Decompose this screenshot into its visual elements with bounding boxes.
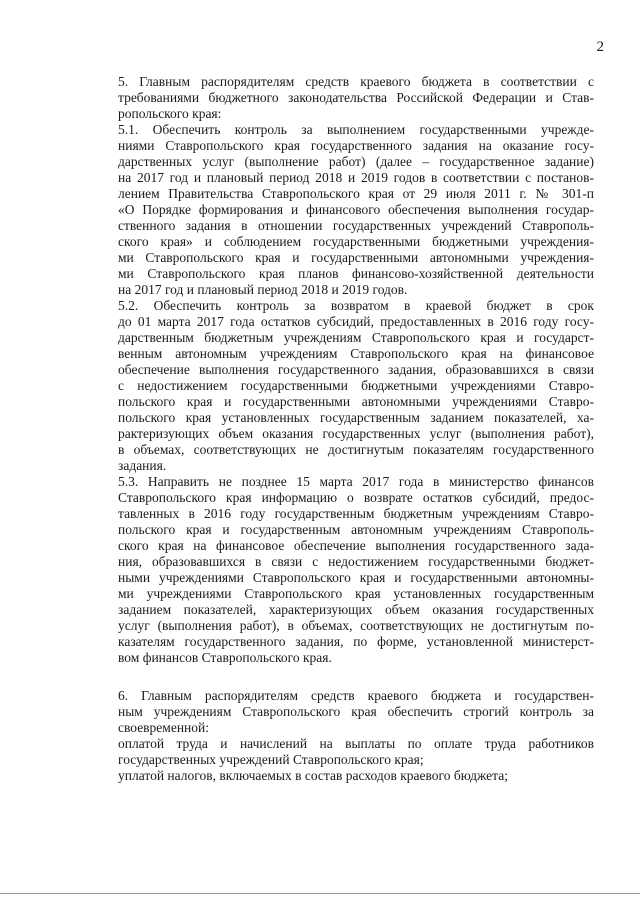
text-line: польского края установленных государственным заданием показателей, ха- bbox=[118, 410, 594, 425]
text-line: тавленных в 2016 году государственным бюджетным учреждениям Ставро- bbox=[118, 506, 594, 521]
text-line: услуг (выполнения работ), в объемах, соответствующих не достигнутым по- bbox=[118, 618, 594, 633]
text-line: польского края и государственным автономным учреждениям Ставрополь- bbox=[118, 522, 594, 537]
text-line: ми учреждениями Ставропольского края установленных государственным bbox=[118, 586, 594, 601]
text-line: ными учреждениями Ставропольского края и государственными автономны- bbox=[118, 570, 594, 585]
text-line: ми Ставропольского края и государственными автономными учреждения- bbox=[118, 250, 594, 265]
text-line: 5. Главным распорядителям средств краевого бюджета в соответствии с bbox=[118, 74, 594, 89]
text-line: лением Правительства Ставропольского края от 29 июля 2011 г. № 301-п bbox=[118, 186, 594, 201]
text-line: своевременной: bbox=[118, 720, 210, 735]
text-line: вом финансов Ставропольского края. bbox=[118, 650, 332, 665]
text-line: 5.1. Обеспечить контроль за выполнением государственными учрежде- bbox=[118, 122, 594, 137]
text-line: до 01 марта 2017 года остатков субсидий, предоставленных в 2016 году госу- bbox=[118, 314, 594, 329]
text-line: ского края на финансовое обеспечение выполнения государственного зада- bbox=[118, 538, 594, 553]
text-line: 6. Главным распорядителям средств краевого бюджета и государствен- bbox=[118, 688, 594, 703]
text-line: заданием показателей, характеризующих объем оказания государственных bbox=[118, 602, 594, 617]
text-line: «О Порядке формирования и финансового обеспечения выполнения государ- bbox=[118, 202, 594, 217]
paragraph-5-1 bbox=[118, 122, 594, 298]
text-line: с недостижением государственными бюджетными учреждениями Ставро- bbox=[118, 378, 594, 393]
text-line: обеспечение выполнения государственного задания, образовавшихся в связи bbox=[118, 362, 594, 377]
text-line: задания. bbox=[118, 458, 167, 473]
text-line: требованиями бюджетного законодательства Российской Федерации и Став- bbox=[118, 90, 594, 105]
text-line: рактеризующих объем оказания государственных услуг (выполнения работ), bbox=[118, 426, 594, 441]
text-line: ми Ставропольского края планов финансово-хозяйственной деятельности bbox=[118, 266, 594, 281]
text-line: дарственным бюджетным учреждениям Ставропольского края и государст- bbox=[118, 330, 594, 345]
paragraph-6 bbox=[118, 688, 594, 736]
text-line: 5.3. Направить не позднее 15 марта 2017 года в министерство финансов bbox=[118, 474, 594, 489]
text-line: ния, образовавшихся в связи с недостижением государственными бюджет- bbox=[118, 554, 594, 569]
text-line: ского края» и соблюдением государственными бюджетными учреждения- bbox=[118, 234, 594, 249]
text-line: дарственных услуг (выполнение работ) (далее – государственное задание) bbox=[118, 154, 594, 169]
document-body bbox=[118, 74, 594, 784]
text-line: ным учреждениям Ставропольского края обеспечить строгий контроль за bbox=[118, 704, 594, 719]
text-line: польского края и государственными автономными учреждениями Ставро- bbox=[118, 394, 594, 409]
text-line: государственных учреждений Ставропольского края; bbox=[118, 752, 424, 767]
text-line: на 2017 год и плановый период 2018 и 2019 годов в соответствии с постанов- bbox=[118, 170, 594, 185]
text-line: Ставропольского края информацию о возврате остатков субсидий, предос- bbox=[118, 490, 594, 505]
text-line: ственного задания в отношении государственных учреждений Ставрополь- bbox=[118, 218, 594, 233]
paragraph-5-3 bbox=[118, 474, 594, 666]
text-line: ниями Ставропольского края государственного задания на оказание госу- bbox=[118, 138, 594, 153]
text-line: уплатой налогов, включаемых в состав расходов краевого бюджета; bbox=[118, 768, 508, 783]
page-bottom-rule bbox=[0, 893, 640, 894]
text-line: казателям государственного задания, по форме, установленной министерст- bbox=[118, 634, 594, 649]
section-spacer bbox=[118, 666, 594, 688]
text-line: оплатой труда и начислений на выплаты по оплате труда работников bbox=[118, 736, 594, 751]
paragraph-6-item-taxes bbox=[118, 768, 594, 784]
text-line: в объемах, соответствующих не достигнутым показателям государственного bbox=[118, 442, 594, 457]
text-line: на 2017 год и плановый период 2018 и 2019 годов. bbox=[118, 282, 408, 297]
text-line: венным автономным учреждениям Ставропольского края на финансовое bbox=[118, 346, 594, 361]
text-line: 5.2. Обеспечить контроль за возвратом в краевой бюджет в срок bbox=[118, 298, 594, 313]
page-number: 2 bbox=[596, 39, 604, 55]
text-line: ропольского края: bbox=[118, 106, 222, 121]
paragraph-6-item-payroll bbox=[118, 736, 594, 768]
paragraph-5-2 bbox=[118, 298, 594, 474]
paragraph-5 bbox=[118, 74, 594, 122]
